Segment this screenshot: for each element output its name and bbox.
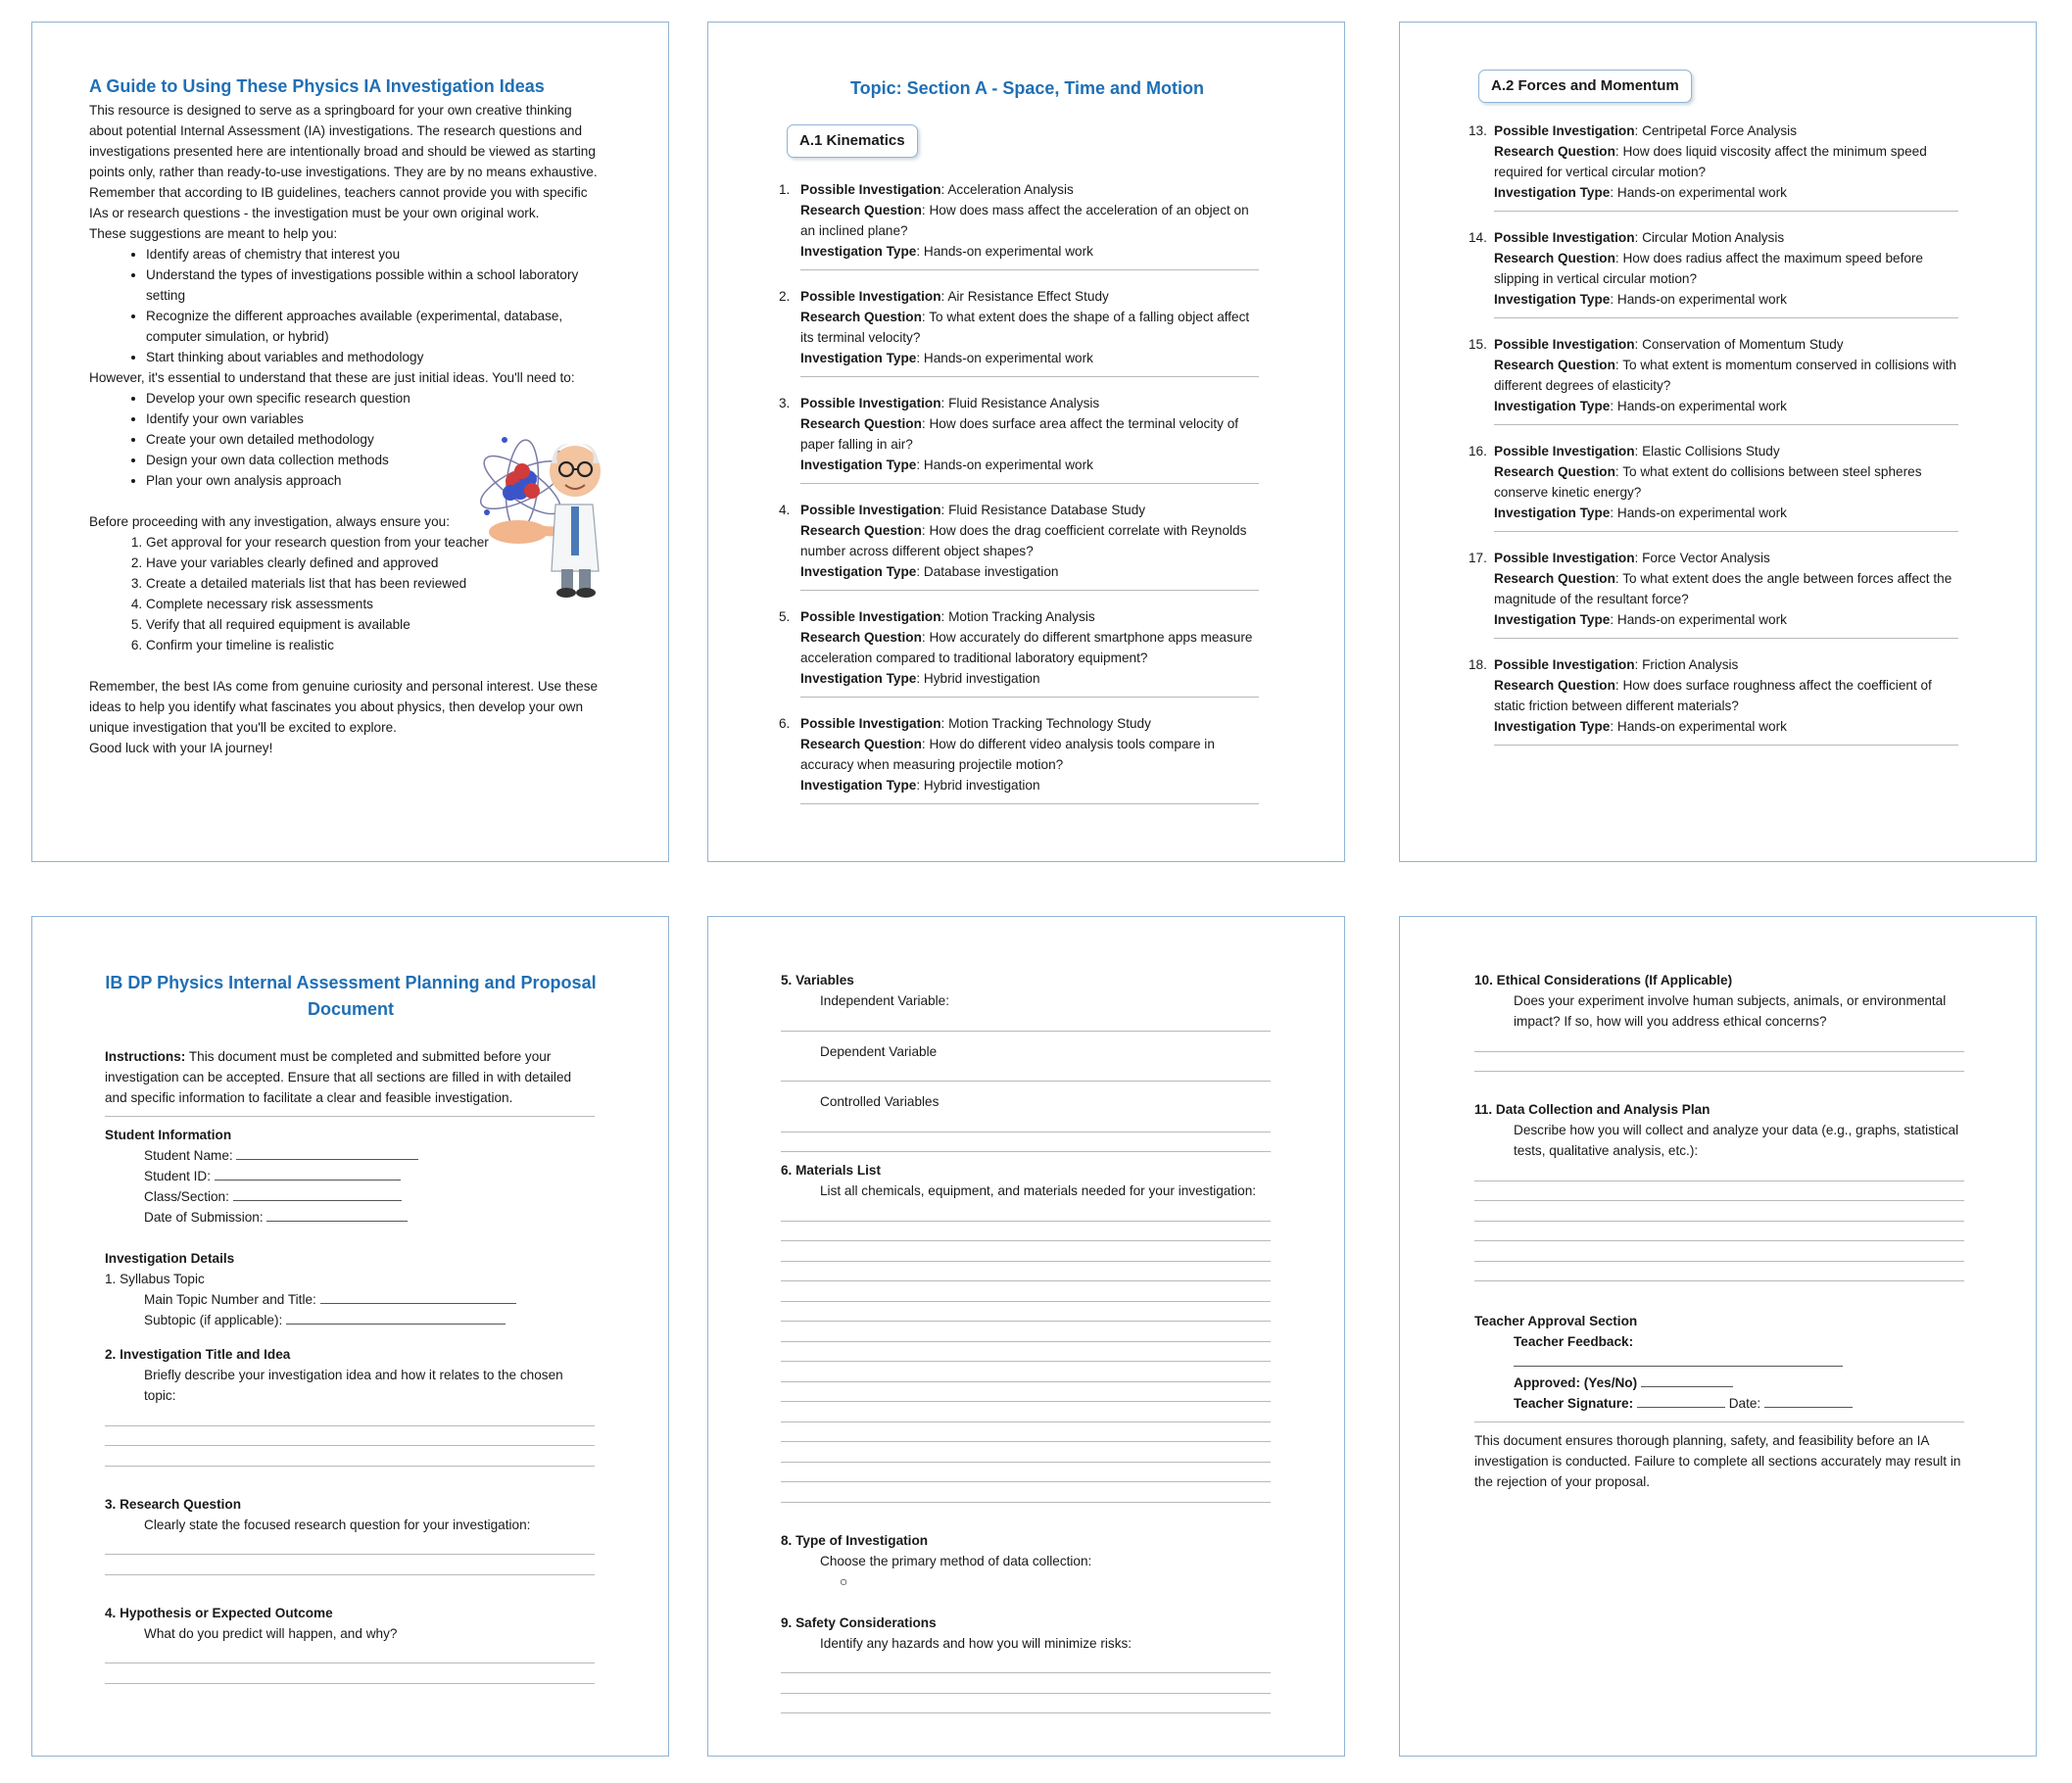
page-proposal-form-1: [31, 916, 669, 1757]
dependent-variable-label: Dependent Variable: [820, 1043, 938, 1059]
list-item: • Create your own detailed methodology: [146, 429, 606, 450]
list-item: 18. Possible Investigation: Friction Analysis Research Question: How does surface roughness affect the coefficient of static friction between different materials? Investigation Type: Hands-on experimental work: [1469, 654, 1958, 746]
date-submission-field[interactable]: Date of Submission:: [105, 1207, 595, 1228]
section-2-heading: 2. Investigation Title and Idea: [105, 1347, 291, 1362]
teacher-feedback-field[interactable]: [1474, 1352, 1964, 1373]
teacher-approval-heading: Teacher Approval Section: [1474, 1314, 1638, 1328]
class-section-field[interactable]: Class/Section:: [105, 1186, 595, 1207]
guide-good-luck: Good luck with your IA journey!: [89, 741, 273, 755]
list-item: • Plan your own analysis approach: [146, 470, 606, 491]
section-6-heading: 6. Materials List: [781, 1163, 881, 1178]
investigation-details-heading: Investigation Details: [105, 1251, 235, 1266]
form-part-2: [781, 970, 1271, 1713]
teacher-feedback-label: Teacher Feedback:: [1514, 1334, 1634, 1349]
section-6-desc: List all chemicals, equipment, and materials needed for your investigation:: [820, 1183, 1257, 1198]
list-item: 3. Create a detailed materials list that has been reviewed: [146, 573, 606, 594]
list-item: 3. Possible Investigation: Fluid Resistance Analysis Research Question: How does surface area affect the terminal velocity of paper falling in air? Investigation Type: Hands-on experimental work: [779, 393, 1259, 484]
list-item: • Start thinking about variables and methodology: [146, 347, 606, 367]
safety-answer-lines[interactable]: [781, 1654, 1271, 1714]
list-item: • Develop your own specific research question: [146, 388, 606, 409]
section-10-desc: Does your experiment involve human subjects, animals, or environmental impact? If so, how will you address ethical concerns?: [1514, 993, 1947, 1029]
form-footer-note: This document ensures thorough planning, safety, and feasibility before an IA investigation is conducted. Failure to complete all sections accurately may result in the rejection of your proposal.: [1474, 1433, 1961, 1489]
independent-variable-label: Independent Variable:: [820, 993, 950, 1008]
guide-help-lead: These suggestions are meant to help you:: [89, 226, 338, 241]
form-title: IB DP Physics Internal Assessment Planning and Proposal Document: [105, 973, 597, 1019]
list-item: • Design your own data collection methods: [146, 450, 606, 470]
page-proposal-form-2: [707, 916, 1345, 1757]
section-3-desc: Clearly state the focused research question for your investigation:: [144, 1517, 531, 1532]
list-item: 6. Confirm your timeline is realistic: [146, 635, 606, 655]
list-item: 15. Possible Investigation: Conservation of Momentum Study Research Question: To what extent is momentum conserved in collisions with different degrees of elasticity? Investigation Type: Hands-on experimental work: [1469, 334, 1958, 425]
section-2-desc: Briefly describe your investigation idea and how it relates to the chosen topic:: [144, 1368, 563, 1403]
section-3-answer-lines[interactable]: [105, 1535, 595, 1575]
guide-help-list: [89, 244, 606, 367]
section-2-answer-lines[interactable]: [105, 1406, 595, 1467]
guide-intro: This resource is designed to serve as a springboard for your own creative thinking about potential Internal Assessment (IA) investigations. The research questions and investigations presented here are intentionally broad and should be viewed as starting points only, rather than ready-to-use investigations. They are by no means exhaustive. Remember that according to IB guidelines, teachers cannot provide you with specific IAs or research questions - the investigation must be your own original work.: [89, 103, 598, 220]
section-3-heading: 3. Research Question: [105, 1496, 242, 1512]
list-item: • Identify areas of chemistry that interest you: [146, 244, 606, 265]
section-9-heading: 9. Safety Considerations: [781, 1614, 937, 1630]
approved-field[interactable]: Approved: (Yes/No): [1474, 1373, 1964, 1393]
guide-content: [89, 73, 606, 758]
controlled-variables-label: Controlled Variables: [820, 1094, 940, 1109]
page-guide: [31, 22, 669, 862]
list-item: • Identify your own variables: [146, 409, 606, 429]
guide-need-lead: However, it's essential to understand that these are just initial ideas. You'll need to:: [89, 370, 575, 385]
page-topic-a2: [1399, 22, 2037, 862]
list-item: 14. Possible Investigation: Circular Motion Analysis Research Question: How does radius affect the maximum speed before slipping in vertical circular motion? Investigation Type: Hands-on experimental work: [1469, 227, 1958, 318]
independent-variable-line[interactable]: [781, 1011, 1271, 1032]
guide-title: A Guide to Using These Physics IA Investigation Ideas: [89, 76, 545, 96]
a2-investigation-list: [1469, 120, 1958, 761]
list-item: • Understand the types of investigations possible within a school laboratory setting: [146, 265, 606, 306]
student-name-field[interactable]: Student Name:: [105, 1145, 595, 1166]
student-info-heading: Student Information: [105, 1128, 232, 1142]
form-part-1: [105, 1046, 595, 1684]
section-11-desc: Describe how you will collect and analyze your data (e.g., graphs, statistical tests, qualitative analysis, etc.):: [1514, 1123, 1959, 1158]
form-part-3: [1474, 970, 1964, 1492]
dependent-variable-line[interactable]: [781, 1062, 1271, 1083]
subtopic-field[interactable]: Subtopic (if applicable):: [105, 1310, 595, 1330]
list-item: • Recognize the different approaches available (experimental, database, computer simulation, or hybrid): [146, 306, 606, 347]
list-item: 5. Verify that all required equipment is available: [146, 614, 606, 635]
form-instructions: Instructions: This document must be completed and submitted before your investigation can be accepted. Ensure that all sections are filled in with detailed and specific information to facilitate a clear and feasible investigation.: [105, 1049, 572, 1105]
investigation-type-option[interactable]: ○: [840, 1573, 848, 1589]
guide-ensure-lead: Before proceeding with any investigation, always ensure you:: [89, 514, 451, 529]
syllabus-topic-label: 1. Syllabus Topic: [105, 1272, 205, 1286]
section-11-heading: 11. Data Collection and Analysis Plan: [1474, 1102, 1711, 1117]
section-5-heading: 5. Variables: [781, 973, 854, 988]
section-9-desc: Identify any hazards and how you will minimize risks:: [820, 1635, 1132, 1651]
section-8-desc: Choose the primary method of data collection:: [820, 1553, 1092, 1568]
page-proposal-form-3: [1399, 916, 2037, 1757]
section-8-heading: 8. Type of Investigation: [781, 1532, 929, 1548]
ethics-answer-lines[interactable]: [1474, 1032, 1964, 1072]
materials-list-lines[interactable]: [781, 1201, 1271, 1503]
list-item: 4. Possible Investigation: Fluid Resistance Database Study Research Question: How does the drag coefficient correlate with Reynolds number across different object shapes? Investigation Type: Database investigation: [779, 500, 1259, 591]
main-topic-field[interactable]: Main Topic Number and Title:: [105, 1289, 595, 1310]
subtopic-a1-label: A.1 Kinematics: [787, 124, 918, 158]
section-4-desc: What do you predict will happen, and why?: [144, 1625, 398, 1641]
controlled-variables-lines[interactable]: [781, 1112, 1271, 1152]
list-item: 4. Complete necessary risk assessments: [146, 594, 606, 614]
subtopic-a2-label: A.2 Forces and Momentum: [1478, 70, 1692, 103]
scientist-holding-atom-illustration: [471, 424, 610, 599]
topic-title: Topic: Section A - Space, Time and Motion: [849, 78, 1205, 98]
section-4-heading: 4. Hypothesis or Expected Outcome: [105, 1605, 333, 1620]
guide-closing: Remember, the best IAs come from genuine curiosity and personal interest. Use these ideas to help you identify what fascinates you about physics, then develop your own unique investigation that you'll be excited to explore.: [89, 679, 599, 735]
list-item: 6. Possible Investigation: Motion Tracking Technology Study Research Question: How do different video analysis tools compare in accuracy when measuring projectile motion? Investigation Type: Hybrid investigation: [779, 713, 1259, 804]
teacher-signature-field[interactable]: Teacher Signature: Date:: [1474, 1393, 1964, 1414]
list-item: 1. Possible Investigation: Acceleration Analysis Research Question: How does mass affect the acceleration of an object on an inclined plane? Investigation Type: Hands-on experimental work: [779, 179, 1259, 270]
list-item: 2. Possible Investigation: Air Resistance Effect Study Research Question: To what extent does the shape of a falling object affect its terminal velocity? Investigation Type: Hands-on experimental work: [779, 286, 1259, 377]
list-item: 17. Possible Investigation: Force Vector Analysis Research Question: To what extent does the angle between forces affect the magnitude of the resultant force? Investigation Type: Hands-on experimental work: [1469, 548, 1958, 639]
list-item: 2. Have your variables clearly defined and approved: [146, 553, 606, 573]
section-10-heading: 10. Ethical Considerations (If Applicable): [1474, 973, 1733, 988]
list-item: 5. Possible Investigation: Motion Tracking Analysis Research Question: How accurately do different smartphone apps measure acceleration compared to traditional laboratory equipment? Investigation Type: Hybrid investigation: [779, 606, 1259, 698]
page-topic-a1: [707, 22, 1345, 862]
list-item: 1. Get approval for your research question from your teacher: [146, 532, 606, 553]
date-label: Date:: [1728, 1396, 1761, 1411]
section-4-answer-lines[interactable]: [105, 1644, 595, 1684]
data-plan-answer-lines[interactable]: [1474, 1161, 1964, 1281]
a1-investigation-list: [779, 179, 1259, 820]
list-item: 16. Possible Investigation: Elastic Collisions Study Research Question: To what extent do collisions between steel spheres conserve kinetic energy? Investigation Type: Hands-on experimental work: [1469, 441, 1958, 532]
list-item: 13. Possible Investigation: Centripetal Force Analysis Research Question: How does liquid viscosity affect the minimum speed required for vertical circular motion? Investigation Type: Hands-on experimental work: [1469, 120, 1958, 212]
student-id-field[interactable]: Student ID:: [105, 1166, 595, 1186]
